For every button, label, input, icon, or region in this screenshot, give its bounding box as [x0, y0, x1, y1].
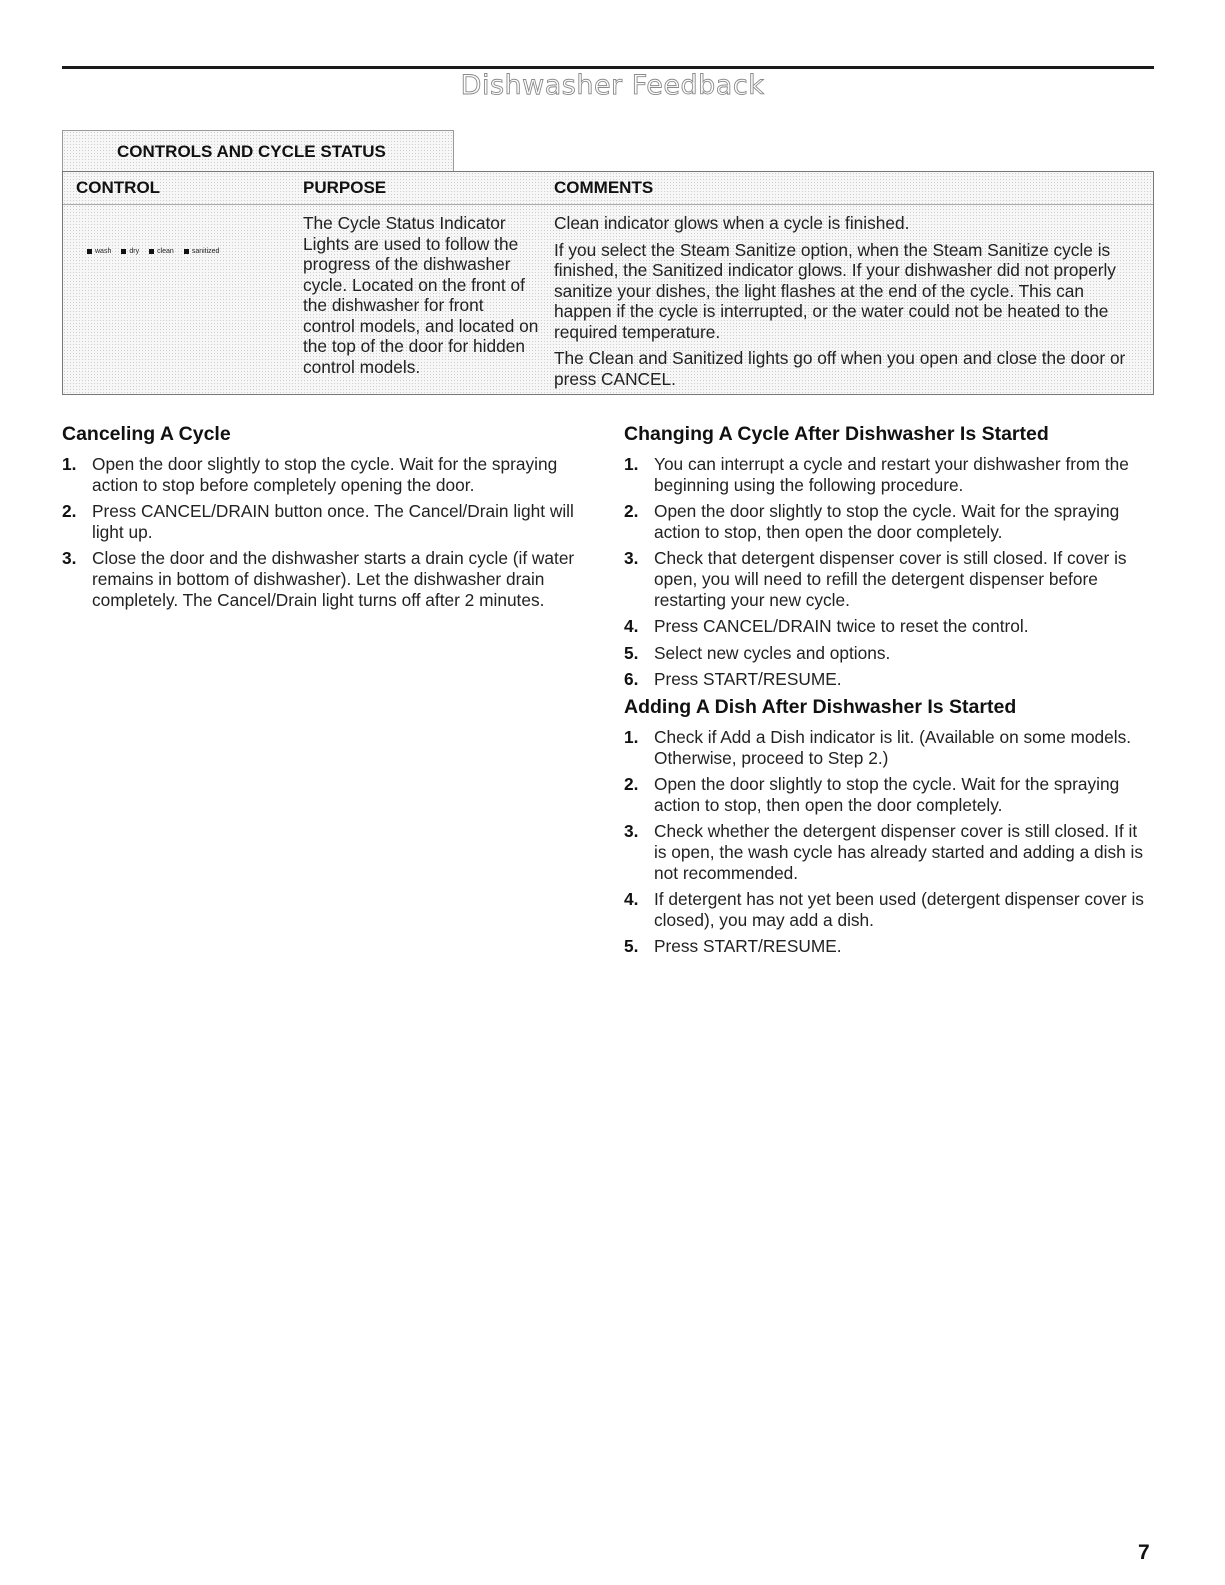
- step-number: 4.: [624, 616, 639, 637]
- step-number: 5.: [624, 642, 639, 663]
- table-header-row: [63, 172, 1153, 205]
- indicator-light-icon: [121, 249, 126, 254]
- step-text: Press CANCEL/DRAIN twice to reset the control.: [654, 616, 1029, 637]
- step-number: 1.: [624, 454, 639, 474]
- step-text: Press START/RESUME.: [654, 669, 842, 690]
- header-comments: COMMENTS: [554, 178, 654, 197]
- right-column: [624, 423, 1154, 963]
- purpose-text: The Cycle Status Indicator Lights are used to follow the progress of the dishwasher cycle. Located on the front of the dishwasher for front control models, and located on the top of the door for hidden control models.: [303, 213, 539, 377]
- page-title: Dishwasher Feedback: [460, 70, 765, 101]
- list-item: [624, 454, 1154, 495]
- section-title-changing: Changing A Cycle After Dishwasher Is Started: [624, 423, 1049, 445]
- cycle-status-indicators: [87, 248, 219, 255]
- indicator-label: wash: [95, 248, 112, 255]
- list-item: [624, 889, 1154, 930]
- controls-table: [62, 171, 1154, 395]
- step-number: 3.: [62, 548, 77, 569]
- indicator-sanitized: [184, 248, 220, 255]
- header-control: CONTROL: [76, 178, 161, 197]
- step-text: Check whether the detergent dispenser cover is still closed. If it is open, the wash cycle has already started and adding a dish is not recommended.: [654, 821, 1143, 883]
- step-text: Open the door slightly to stop the cycle. Wait for the spraying action to stop, then open the door completely.: [654, 774, 1120, 815]
- comments-cell: [554, 213, 1144, 395]
- list-item: [62, 548, 592, 610]
- step-number: 1.: [624, 726, 639, 747]
- indicator-light-icon: [149, 249, 154, 254]
- step-text: Press CANCEL/DRAIN button once. The Cancel/Drain light will light up.: [92, 501, 574, 542]
- comment-paragraph: The Clean and Sanitized lights go off when you open and close the door or press CANCEL.: [554, 348, 1126, 389]
- step-text: Select new cycles and options.: [654, 642, 891, 663]
- section-title-adding: Adding A Dish After Dishwasher Is Started: [624, 695, 1017, 718]
- step-text: Close the door and the dishwasher starts a drain cycle (if water remains in bottom of dishwasher). Let the dishwasher drain completely. The Cancel/Drain light turns off after 2 minutes.: [92, 548, 575, 610]
- step-text: You can interrupt a cycle and restart your dishwasher from the beginning using the following procedure.: [654, 454, 1129, 495]
- indicator-label: sanitized: [191, 248, 220, 255]
- step-number: 2.: [62, 501, 77, 522]
- list-item: [62, 454, 592, 495]
- step-number: 2.: [624, 774, 639, 795]
- list-item: [624, 669, 1154, 690]
- step-text: Press START/RESUME.: [654, 936, 842, 957]
- list-item: [624, 616, 1154, 637]
- list-item: [624, 821, 1154, 883]
- indicator-clean: [149, 248, 174, 255]
- list-item: [62, 501, 592, 542]
- step-number: 4.: [624, 889, 639, 910]
- step-number: 3.: [624, 548, 639, 569]
- indicator-label: clean: [157, 248, 174, 255]
- step-text: Check that detergent dispenser cover is still closed. If cover is open, you will need to refill the detergent dispenser before restarting your new cycle.: [654, 548, 1127, 610]
- step-number: 3.: [624, 821, 639, 842]
- indicator-label: dry: [129, 248, 140, 255]
- list-item: [624, 774, 1154, 815]
- indicator-light-icon: [184, 249, 189, 254]
- changing-steps: [624, 454, 1154, 690]
- table-tab: [62, 130, 454, 172]
- step-text: Open the door slightly to stop the cycle. Wait for the spraying action to stop, then open the door completely.: [654, 501, 1120, 542]
- indicator-light-icon: [87, 249, 92, 254]
- step-number: 2.: [624, 501, 639, 522]
- adding-steps: [624, 727, 1154, 957]
- canceling-steps: [62, 454, 592, 610]
- step-text: Open the door slightly to stop the cycle. Wait for the spraying action to stop before completely opening the door.: [92, 454, 558, 495]
- step-number: 6.: [624, 669, 639, 690]
- list-item: [624, 727, 1154, 768]
- list-item: [624, 501, 1154, 542]
- top-rule: [62, 66, 1154, 69]
- left-column: [62, 423, 592, 616]
- section-title-canceling: Canceling A Cycle: [62, 423, 231, 445]
- list-item: [624, 643, 1154, 664]
- step-text: Check if Add a Dish indicator is lit. (Available on some models. Otherwise, proceed to Step 2.): [654, 726, 1132, 768]
- list-item: [624, 548, 1154, 610]
- table-tab-label: CONTROLS AND CYCLE STATUS: [117, 142, 386, 161]
- header-purpose: PURPOSE: [303, 178, 387, 197]
- step-text: If detergent has not yet been used (detergent dispenser cover is closed), you may add a dish.: [654, 889, 1144, 930]
- comment-paragraph: Clean indicator glows when a cycle is finished.: [554, 213, 910, 233]
- indicator-wash: [87, 248, 111, 255]
- list-item: [624, 936, 1154, 957]
- step-number: 1.: [62, 454, 77, 474]
- comment-paragraph: If you select the Steam Sanitize option, when the Steam Sanitize cycle is finished, the Sanitized indicator glows. If your dishwasher did not properly sanitize your dishes, the light flashes at the end of the cycle. This can happen if the cycle is interrupted, or the water could not be heated to the required temperature.: [554, 239, 1116, 342]
- step-number: 5.: [624, 936, 639, 957]
- indicator-dry: [121, 248, 139, 255]
- page-number: 7: [1138, 1541, 1150, 1564]
